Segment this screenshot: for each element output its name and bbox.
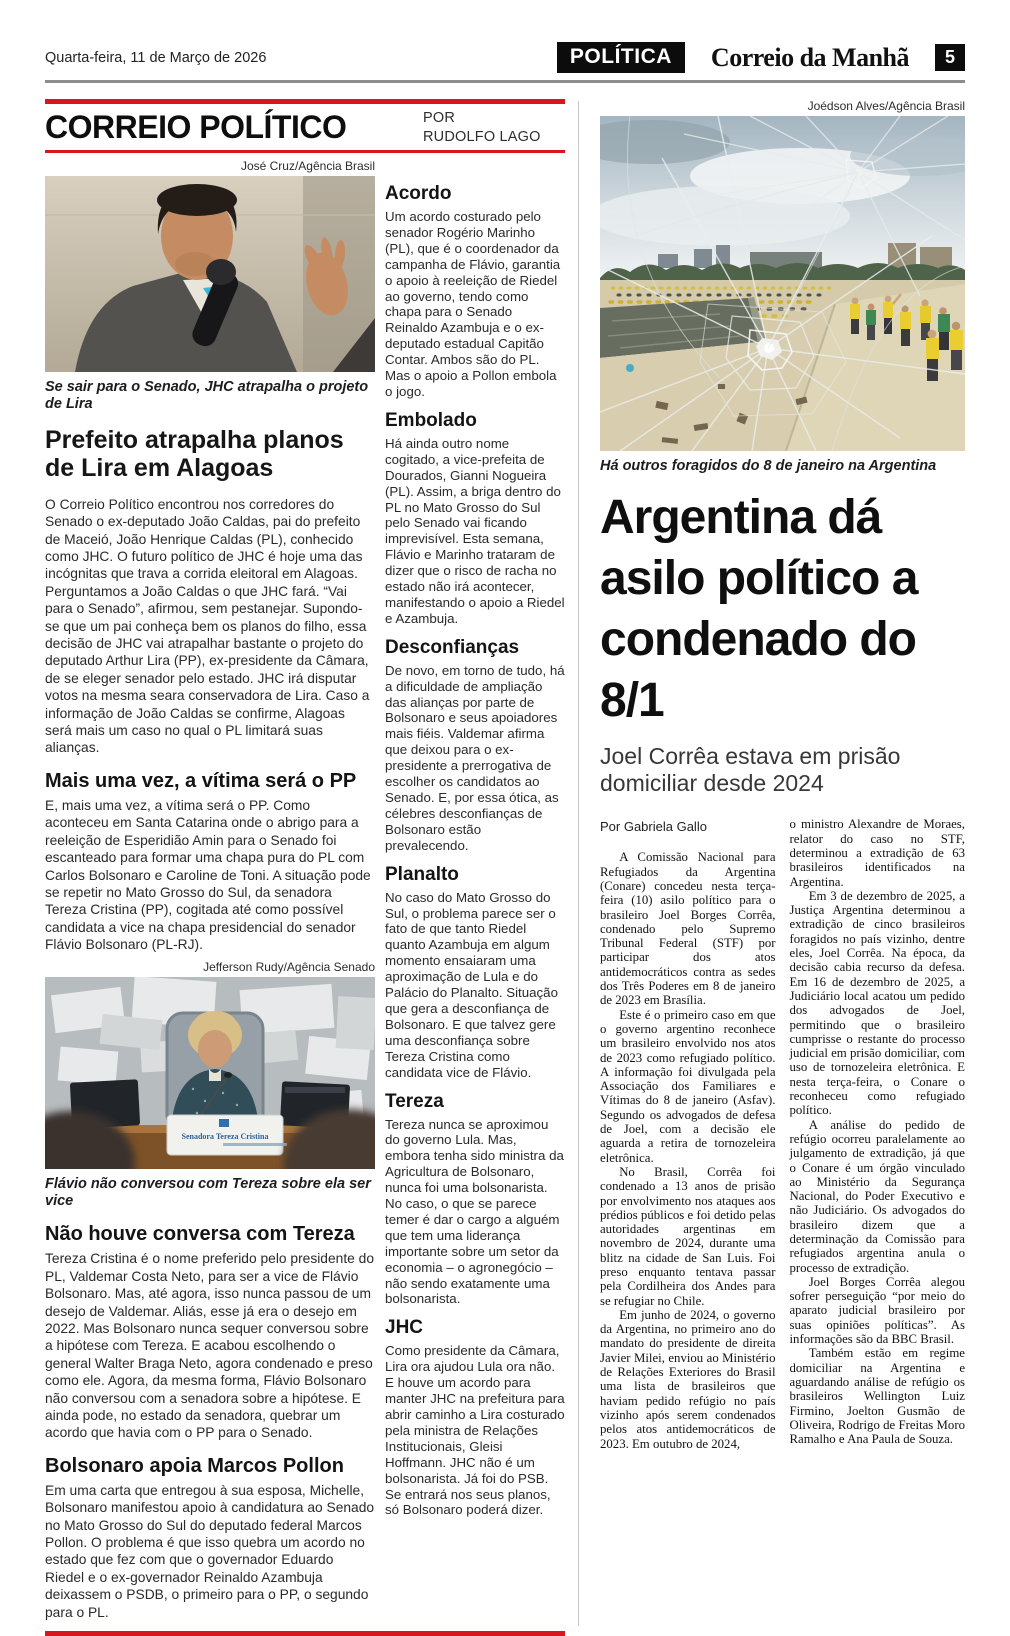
article-paragraph: A análise do pedido de refúgio ocorreu paralelamente ao julgamento de extradição, já que o Conare é um órgão vinculado ao Ministério da Segurança Nacional, do Poder Executivo e não Judiciário. Os advogados do brasileiro dizem que a determinação da Comissão para refugiados argentina anula o processo de extradição. bbox=[789, 1117, 965, 1275]
section-heading: Não houve conversa com Tereza bbox=[45, 1223, 355, 1246]
section-paragraph: Tereza Cristina é o nome preferido pelo presidente do PL, Valdemar Costa Neto, para ser a vice de Flávio Bolsonaro. Mas, até agora, isso nunca passou de um desejo de Valdemar. Aliás, esse já era o desejo em 2022. Mas Bolsonaro nunca sequer conversou sobre a hipótese com Tereza. E acabou escolhendo o general Walter Braga Neto, agora condenado e preso como ele. Agora, da mesma forma, Flávio Bolsonaro não conversou com a senadora sobre a hipótese. E ainda pode, no estado da senadora, quebrar um acordo que havia com o PP para o Senado. bbox=[45, 1251, 375, 1441]
article-column-2 bbox=[790, 817, 966, 1450]
main-headline: Argentina dá asilo político a condenado do 8/1 bbox=[600, 491, 918, 728]
section-heading: Bolsonaro apoia Marcos Pollon bbox=[45, 1454, 344, 1477]
column-byline bbox=[423, 109, 541, 147]
cp-notes-column bbox=[385, 153, 565, 1621]
note-heading: Tereza bbox=[385, 1090, 444, 1112]
note-heading: Planalto bbox=[385, 863, 459, 885]
photo-tereza-cristina bbox=[45, 977, 375, 1169]
note-heading: Acordo bbox=[385, 183, 452, 204]
note-paragraph: Um acordo costurado pelo senador Rogério Marinho (PL), que é o coordenador da campanha de Flávio, garantia o apoio à reeleição de Riedel ao governo, tendo como chapa para o Senado Reinaldo Azambuja e o ex-deputado estadual Capitão Contar. Ambos são do PL. Mas o apoio a Pollon embola o jogo. bbox=[385, 209, 561, 399]
column-masthead bbox=[45, 99, 565, 153]
newspaper-masthead: Correio da Manhã bbox=[710, 42, 909, 72]
article-column-1 bbox=[600, 817, 776, 1450]
article-paragraph: A Comissão Nacional para Refugiados da Argentina (Conare) concedeu nesta terça-feira (10) asilo político para o brasileiro Joel Borges Corrêa, condenado pelo Supremo Tribunal Federal (STF) por participar dos atos antidemocráticos contra as sedes dos Três Poderes em 8 de janeiro de 2023 em Brasília. bbox=[600, 850, 776, 1008]
note-paragraph: Tereza nunca se aproximou do governo Lula. Mas, embora tenha sido ministra da Agricultura de Bolsonaro, nunca foi uma bolsonarista. No caso, o que se parece temer é dar o cargo a alguém que tem uma liderança importante sobre um setor da economia – o agronegócio – não sendo exatamente uma bolsonarista. bbox=[385, 1116, 564, 1307]
header-right bbox=[557, 42, 965, 73]
correio-politico-block bbox=[45, 99, 565, 1636]
note-heading: Embolado bbox=[385, 409, 477, 431]
byline-author: RUDOLFO LAGO bbox=[423, 128, 541, 145]
cp-left-column bbox=[45, 153, 375, 1621]
page-header bbox=[45, 0, 965, 73]
photo-8-janeiro-broken-glass bbox=[600, 116, 965, 451]
photo-credit: Joédson Alves/Agência Brasil bbox=[807, 99, 965, 113]
article-body bbox=[600, 817, 965, 1450]
byline-prefix: POR bbox=[423, 110, 456, 126]
section-paragraph: Em uma carta que entregou à sua esposa, Michelle, Bolsonaro manifestou apoio à candidatura ao Senado no Mato Grosso do Sul do deputado federal Marcos Pollon. O problema é que isso quebra um acordo no estado que fez com que o governador Eduardo Riedel e o ex-governador Reinaldo Azambuja deixassem o PSDB, o primeiro para o PP, o segundo para o PL. bbox=[45, 1482, 375, 1620]
column-divider bbox=[578, 101, 579, 1626]
main-subhead: Joel Corrêa estava em prisão domiciliar desde 2024 bbox=[600, 743, 901, 797]
header-rule bbox=[45, 80, 965, 83]
section-label: POLÍTICA bbox=[557, 42, 685, 73]
cp-intro-paragraph: O Correio Político encontrou nos corredores do Senado o ex-deputado João Caldas, pai do prefeito de Maceió, João Henrique Caldas (PL), conhecido como JHC. O futuro político de JHC é hoje uma das incógnitas que trava a corrida eleitoral em Alagoas. Perguntamos a João Caldas o que JHC fará. “Vai para o Senado”, afirmou, sem pestanejar. Supondo-se que um pai conheça bem os planos do filho, essa decisão de JHC vai atrapalhar bastante o projeto do deputado Arthur Lira (PP), ex-presidente da Câmara, de se eleger senador pelo estado. JHC irá disputar votos na mesma seara conservadora de Lira. Caso a informação de João Caldas se confirme, Alagoas será mais um caso no qual o PL limitará suas alianças. bbox=[45, 496, 370, 756]
cp-headline: Prefeito atrapalha planos de Lira em Alagoas bbox=[45, 425, 344, 482]
note-paragraph: De novo, em torno de tudo, há a dificuldade de ampliação das alianças por parte de Bolsonaro e seus apoiadores mais fiéis. Valdemar afirma que deixou para o ex-presidente a prerrogativa de escolher os candidatos ao Senado. E, por essa ótica, as célebres desconfianças de Bolsonaro estão prevalecendo. bbox=[385, 662, 565, 853]
photo-nameplate-text: Senadora Tereza Cristina bbox=[181, 1131, 269, 1141]
note-paragraph: No caso do Mato Grosso do Sul, o problema parece ser o fato de que tanto Riedel quanto Azambuja em algum momento ensaiaram uma aproximação de Lula e do Palácio do Planalto. Situação que gera a desconfiança de Bolsonaro. E que talvez gere uma desconfiança sobre Tereza Cristina como candidata vice de Flávio. bbox=[385, 889, 558, 1080]
photo-caption: Flávio não conversou com Tereza sobre ela ser vice bbox=[45, 1175, 371, 1209]
photo-jhc-speaking bbox=[45, 176, 375, 372]
article-paragraph: Joel Borges Corrêa alegou sofrer perseguição “por meio do aparato judicial brasileiro por suas opiniões políticas”. As informações são da BBC Brasil. bbox=[789, 1274, 965, 1347]
article-paragraph: o ministro Alexandre de Moraes, relator do caso no STF, determinou a extradição de 63 brasileiros identificados na Argentina. bbox=[789, 817, 965, 889]
note-paragraph: Há ainda outro nome cogitado, a vice-prefeita de Dourados, Gianni Nogueira (PL). Assim, a briga dentro do PL no Mato Grosso do Sul pelo Senado vai ficando imprevisível. Esta semana, Flávio e Marinho trataram de dizer que o risco de racha no estado não irá acontecer, manifestando o apoio a Riedel e Azambuja. bbox=[385, 435, 565, 626]
article-paragraph: Também estão em regime domiciliar na Argentina e aguardando análise de refúgio os brasileiros Wellington Luiz Firmino, Joelton Gusmão de Oliveira, Rodrigo de Freitas Moro Ramalho e Ana Paula de Souza. bbox=[789, 1346, 965, 1447]
main-article bbox=[600, 99, 965, 1636]
section-heading: Mais uma vez, a vítima será o PP bbox=[45, 769, 357, 792]
photo-caption: Há outros foragidos do 8 de janeiro na Argentina bbox=[600, 458, 937, 474]
photo-credit: Jefferson Rudy/Agência Senado bbox=[203, 959, 375, 974]
article-byline: Por Gabriela Gallo bbox=[600, 819, 707, 835]
column-title: CORREIO POLÍTICO bbox=[45, 109, 347, 145]
photo-caption: Se sair para o Senado, JHC atrapalha o projeto de Lira bbox=[45, 379, 369, 413]
page-content bbox=[45, 99, 965, 1636]
article-paragraph: Este é o primeiro caso em que o governo argentino reconhece um brasileiro envolvido nos atos de 2023 como refugiado político. A informação foi divulgada pela Associação dos Familiares e Vítimas do 8 de janeiro (Asfav). Segundo os advogados de defesa de Joel, com a decisão ele aguarda a retira de tornozeleira eletrônica. bbox=[600, 1007, 776, 1165]
photo-credit: José Cruz/Agência Brasil bbox=[240, 159, 375, 173]
note-heading: Desconfianças bbox=[385, 636, 520, 658]
edition-date: Quarta-feira, 11 de Março de 2026 bbox=[45, 49, 267, 66]
article-paragraph: No Brasil, Corrêa foi condenado a 13 anos de prisão por envolvimento nos ataques aos prédios públicos e foi detido pelas autoridades argentinas em novembro de 2024, durante uma blitz na cidade de San Luis. Foi preso enquanto tentava passar pela Cordilheira dos Andes para se refugiar no Chile. bbox=[600, 1164, 776, 1308]
article-paragraph: Em junho de 2024, o governo da Argentina, no primeiro ano do mandato do presidente de direita Javier Milei, enviou ao Ministério de Relações Exteriores do Brasil uma lista de brasileiros que haviam pedido refúgio no país vizinho após serem condenados pelos atos antidemocráticos de 2023. Em outubro de 2024, bbox=[600, 1307, 776, 1451]
note-heading: JHC bbox=[385, 1317, 424, 1339]
article-paragraph: Em 3 de dezembro de 2025, a Justiça Argentina determinou a extradição de cinco brasileiros foragidos no país vizinho, dentre eles, Joel Corrêa. Na época, da decisão cabia recurso da defesa. Em 16 de dezembro de 2025, a Judiciário local acatou um pedido dos advogados de Joel, permitindo que o brasileiro cumprisse o restante do processo judicial em prisão domiciliar, com uso de tornozeleira eletrônica. E nesta terça-feira, o Conare o reconheceu como refugiado político. bbox=[789, 888, 965, 1118]
note-paragraph: Como presidente da Câmara, Lira ora ajudou Lula ora não. E houve um acordo para manter JHC na prefeitura para abrir caminho a Lira costurado pela ministra de Relações Institucionais, Gleisi Hoffmann. JHC não é um bolsonarista. Já foi do PSB. Se entrará nos seus planos, só Bolsonaro poderá dizer. bbox=[385, 1343, 565, 1518]
section-paragraph: E, mais uma vez, a vítima será o PP. Como aconteceu em Santa Catarina onde o abrigo para a reeleição de Esperidião Amin para o Senado foi escanteado para formar uma chapa pura do PL com Carlos Bolsonaro e Caroline de Toni. A situação pode se repetir no Mato Grosso do Sul, da senadora Tereza Cristina (PP), cogitada até como possível candidata a vice na chapa presidencial do senador Flávio Bolsonaro (PL-RJ). bbox=[45, 797, 371, 953]
page-number: 5 bbox=[935, 44, 965, 71]
